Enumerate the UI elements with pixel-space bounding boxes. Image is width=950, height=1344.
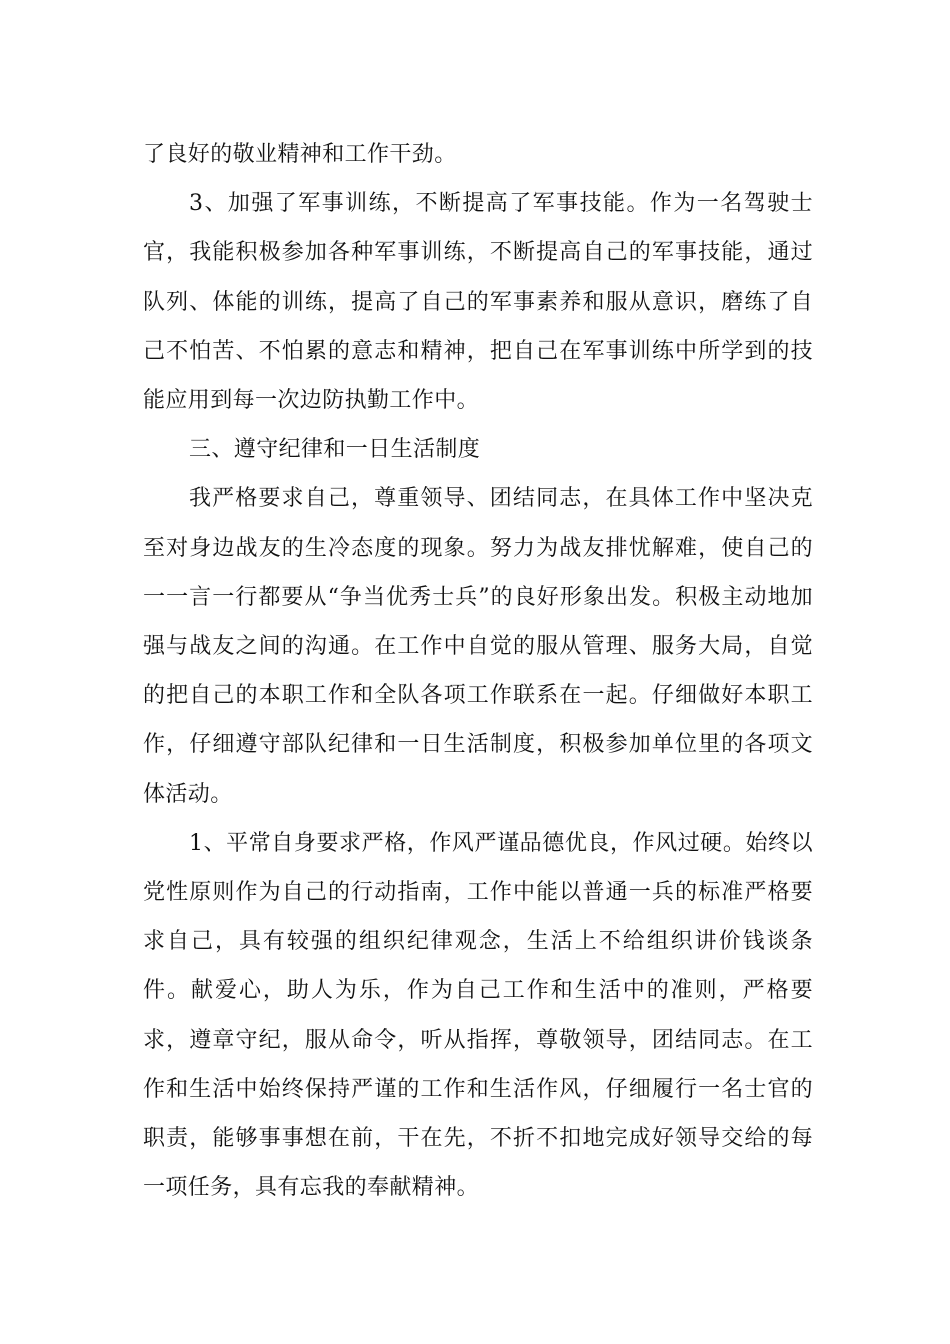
paragraph-continuation: 了良好的敬业精神和工作干劲。: [143, 142, 457, 167]
section-heading-discipline: 三、遵守纪律和一日生活制度: [189, 437, 481, 463]
document-body: [143, 130, 813, 1212]
paragraph-military-training: 3、加强了军事训练，不断提高了军事技能。作为一名驾驶士官，我能积极参加各种军事训练，不断提高自己的军事技能，通过队列、体能的训练，提高了自己的军事素养和服从意识，磨练了自己不怕苦、不怕累的意志和精神，把自己在军事训练中所学到的技能应用到每一次边防执勤工作中。: [143, 191, 813, 414]
paragraph-strict-requirements: 我严格要求自己，尊重领导、团结同志，在具体工作中坚决克至对身边战友的生冷态度的现象。努力为战友排忧解难，使自己的一一言一行都要从“争当优秀士兵”的良好形象出发。积极主动地加强与战友之间的沟通。在工作中自觉的服从管理、服务大局，自觉的把自己的本职工作和全队各项工作联系在一起。仔细做好本职工作，仔细遵守部队纪律和一日生活制度，积极参加单位里的各项文体活动。: [143, 486, 813, 807]
paragraph-self-discipline: 1、平常自身要求严格，作风严谨品德优良，作风过硬。始终以党性原则作为自己的行动指南，工作中能以普通一兵的标准严格要求自己，具有较强的组织纪律观念，生活上不给组织讲价钱谈条件。献爱心，助人为乐，作为自己工作和生活中的准则，严格要求，遵章守纪，服从命令，听从指挥，尊敬领导，团结同志。在工作和生活中始终保持严谨的工作和生活作风，仔细履行一名士官的职责，能够事事想在前，干在先，不折不扣地完成好领导交给的每一项任务，具有忘我的奉献精神。: [143, 830, 813, 1201]
